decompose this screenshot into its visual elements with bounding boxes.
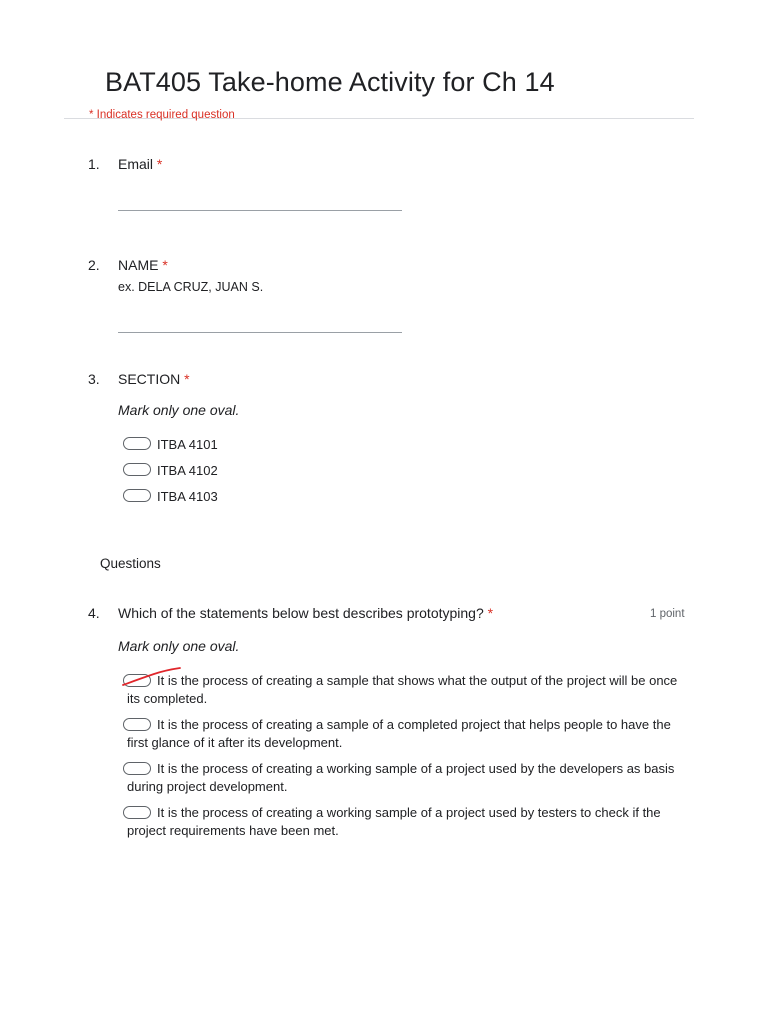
required-asterisk: * xyxy=(184,371,190,387)
question-number-1: 1. xyxy=(88,156,100,172)
question-2-title xyxy=(118,257,168,273)
name-answer-line[interactable] xyxy=(118,332,402,333)
option-d-text xyxy=(127,804,687,840)
radio-oval-itba-4101[interactable] xyxy=(123,437,151,450)
option-b-text xyxy=(127,716,687,752)
question-3-text: SECTION xyxy=(118,371,181,387)
question-number-2: 2. xyxy=(88,257,100,273)
question-3-title xyxy=(118,371,190,387)
option-a-text xyxy=(127,672,687,708)
option-a-label: It is the process of creating a sample that shows what the output of the project will be once its completed. xyxy=(127,673,678,706)
question-number-4: 4. xyxy=(88,605,100,621)
question-4-text: Which of the statements below best describes prototyping? xyxy=(118,605,484,621)
question-number-3: 3. xyxy=(88,371,100,387)
section-instruction: Mark only one oval. xyxy=(118,402,240,418)
option-b-label: It is the process of creating a sample of a completed project that helps people to have the first glance of it after its development. xyxy=(127,717,671,750)
radio-oval-itba-4102[interactable] xyxy=(123,463,151,476)
prototype-instruction: Mark only one oval. xyxy=(118,638,240,654)
option-label-itba-4102: ITBA 4102 xyxy=(157,463,218,478)
name-hint: ex. DELA CRUZ, JUAN S. xyxy=(118,280,264,294)
required-asterisk: * xyxy=(487,605,494,621)
option-label-itba-4101: ITBA 4101 xyxy=(157,437,218,452)
question-1-title xyxy=(118,156,162,172)
required-asterisk: * xyxy=(162,257,168,273)
question-1-text: Email xyxy=(118,156,154,172)
points-label: 1 point xyxy=(650,608,685,620)
option-c-label: It is the process of creating a working sample of a project used by the developers as basis during project development. xyxy=(127,761,675,794)
radio-oval-itba-4103[interactable] xyxy=(123,489,151,502)
question-4-title xyxy=(118,605,493,621)
required-asterisk: * xyxy=(156,156,163,172)
required-note: * Indicates required question xyxy=(89,109,235,121)
section-heading: Questions xyxy=(100,556,161,571)
option-label-itba-4103: ITBA 4103 xyxy=(157,489,218,504)
email-answer-line[interactable] xyxy=(118,210,402,211)
question-2-text: NAME xyxy=(118,257,159,273)
option-d-label: It is the process of creating a working sample of a project used by testers to check if the project requirements have been met. xyxy=(127,805,661,838)
option-c-text xyxy=(127,760,687,796)
form-title: BAT405 Take-home Activity for Ch 14 xyxy=(105,67,555,97)
